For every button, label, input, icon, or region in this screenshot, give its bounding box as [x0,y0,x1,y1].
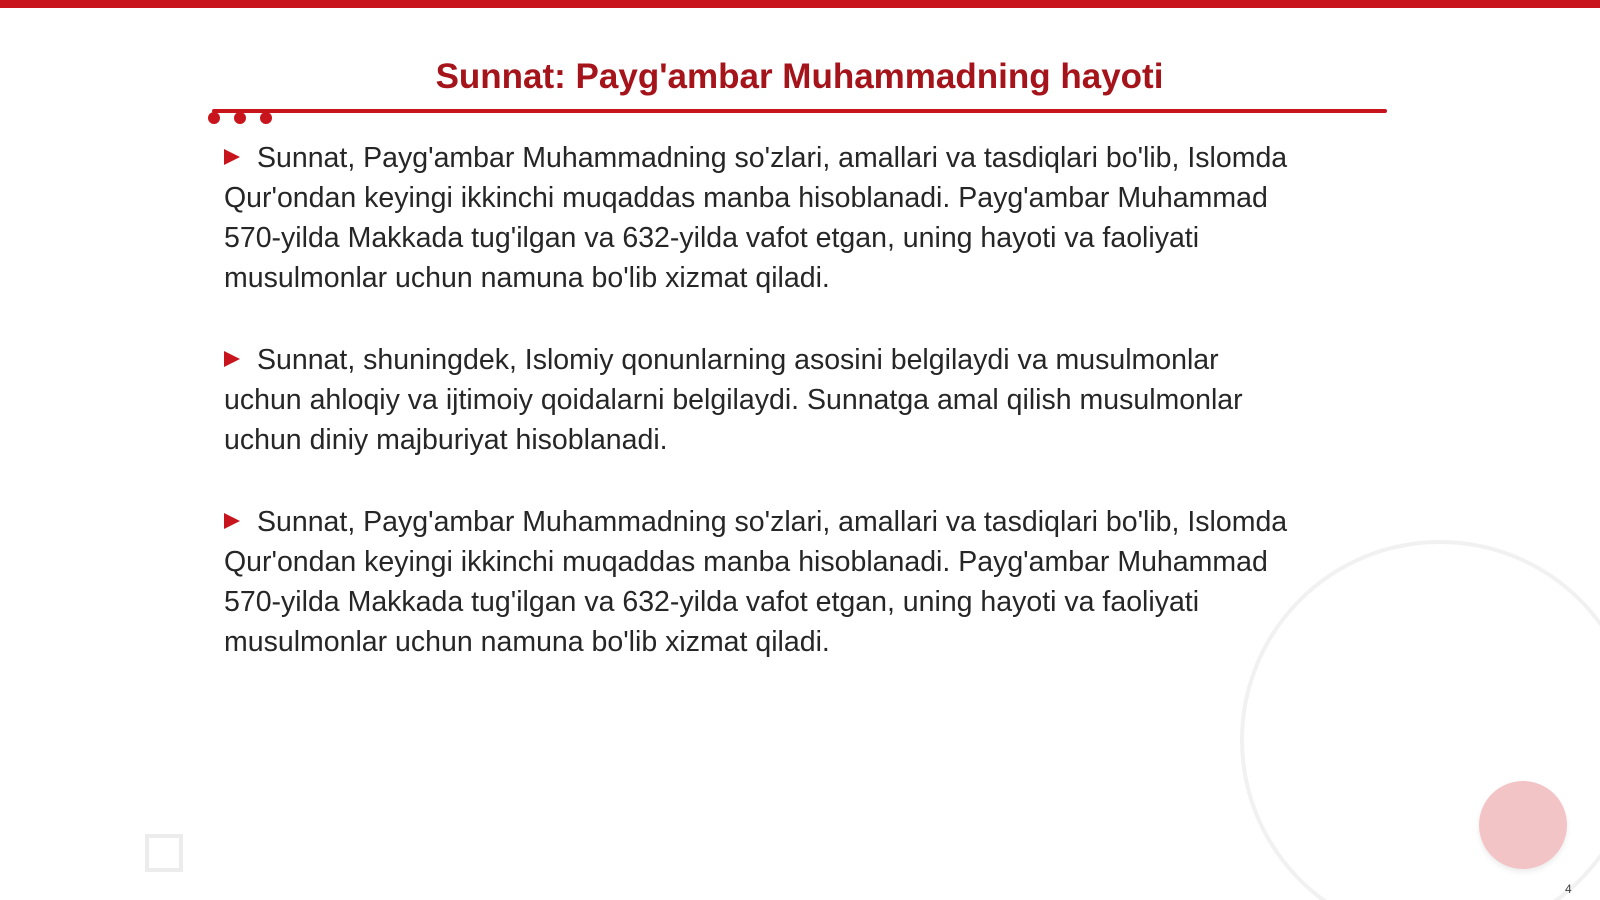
bullet-line: Qur'ondan keyingi ikkinchi muqaddas manba hisoblanadi. Payg'ambar Muhammad [224,182,1268,214]
slide-title: Sunnat: Payg'ambar Muhammadning hayoti [435,57,1164,96]
triangle-bullet-icon [224,513,240,529]
bullet-list [224,138,1374,662]
title-dot-icon [260,112,272,124]
top-accent-bar [0,0,1600,8]
bullet-line: uchun ahloqiy va ijtimoiy qoidalarni belgilaydi. Sunnatga amal qilish musulmonlar [224,384,1243,416]
decorative-circle [1479,781,1567,869]
bullet-line: musulmonlar uchun namuna bo'lib xizmat qiladi. [224,262,830,294]
bullet-line: uchun diniy majburiyat hisoblanadi. [224,424,668,456]
bullet-line: 570-yilda Makkada tug'ilgan va 632-yilda vafot etgan, uning hayoti va faoliyati [224,586,1200,618]
page-number: 4 [1565,882,1572,896]
bullet-item [224,138,1374,298]
bullet-line: 570-yilda Makkada tug'ilgan va 632-yilda vafot etgan, uning hayoti va faoliyati [224,222,1200,254]
triangle-bullet-icon [224,351,240,367]
title-dot-icon [234,112,246,124]
bullet-line: musulmonlar uchun namuna bo'lib xizmat qiladi. [224,626,830,658]
triangle-bullet-icon [224,149,240,165]
bullet-item [224,502,1374,662]
bullet-item [224,340,1374,460]
bullet-line: Sunnat, Payg'ambar Muhammadning so'zlari, amallari va tasdiqlari bo'lib, Islomda [224,502,1374,542]
decorative-square [145,834,183,872]
bullet-line: Sunnat, Payg'ambar Muhammadning so'zlari, amallari va tasdiqlari bo'lib, Islomda [224,138,1374,178]
bullet-line: Qur'ondan keyingi ikkinchi muqaddas manba hisoblanadi. Payg'ambar Muhammad [224,546,1268,578]
title-underline [212,109,1387,113]
bullet-line: Sunnat, shuningdek, Islomiy qonunlarning asosini belgilaydi va musulmonlar [224,340,1374,380]
title-dot-icon [208,112,220,124]
